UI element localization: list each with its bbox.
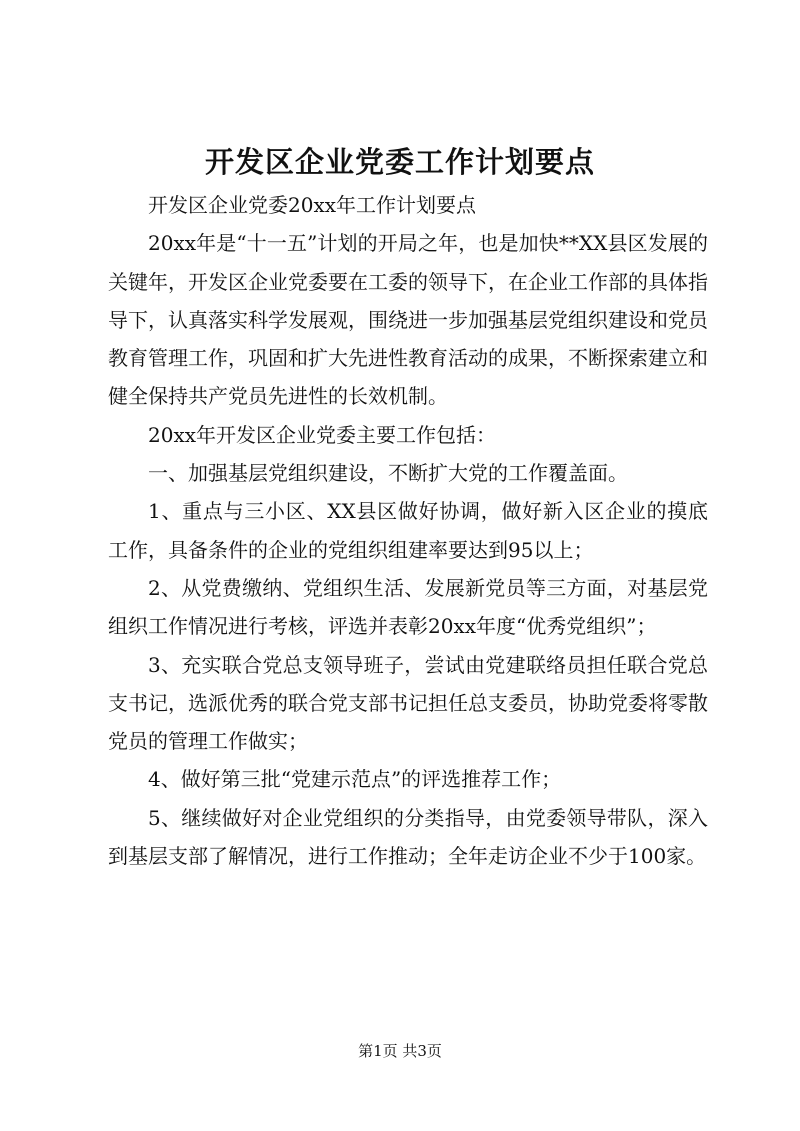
paragraph-item-1: 1、重点与三小区、XX县区做好协调，做好新入区企业的摸底工作，具备条件的企业的党组织组建率要达到95以上； (108, 499, 708, 562)
paragraph-item-2: 2、从党费缴纳、党组织生活、发展新党员等三方面，对基层党组织工作情况进行考核，评选并表彰20xx年度“优秀党组织”； (108, 575, 708, 639)
paragraph-item-3: 3、充实联合党总支领导班子，尝试由党建联络员担任联合党总支书记，选派优秀的联合党支部书记担任总支委员，协助党委将零散党员的管理工作做实； (108, 652, 708, 754)
paragraph-intro: 20xx年是“十一五”计划的开局之年，也是加快**XX县区发展的关键年，开发区企业党委要在工委的领导下，在企业工作部的具体指导下，认真落实科学发展观，围绕进一步加强基层党组织建设和党员教育管理工作，巩固和扩大先进性教育活动的成果，不断探索建立和健全保持共产党员先进性的长效机制。 (108, 231, 708, 409)
paragraph-section-one: 一、加强基层党组织建设，不断扩大党的工作覆盖面。 (148, 461, 628, 486)
document-body (108, 186, 708, 875)
document-title: 开发区企业党委工作计划要点 (204, 145, 595, 179)
paragraph-item-5: 5、继续做好对企业党组织的分类指导，由党委领导带队，深入到基层支部了解情况，进行工作推动；全年走访企业不少于100家。 (108, 805, 708, 869)
paragraph-subtitle: 开发区企业党委20xx年工作计划要点 (148, 193, 477, 217)
paragraph-item-4: 4、做好第三批“党建示范点”的评选推荐工作； (148, 767, 562, 792)
page-footer: 第1页 共3页 (358, 1042, 442, 1060)
paragraph-work-summary: 20xx年开发区企业党委主要工作包括： (148, 422, 497, 447)
